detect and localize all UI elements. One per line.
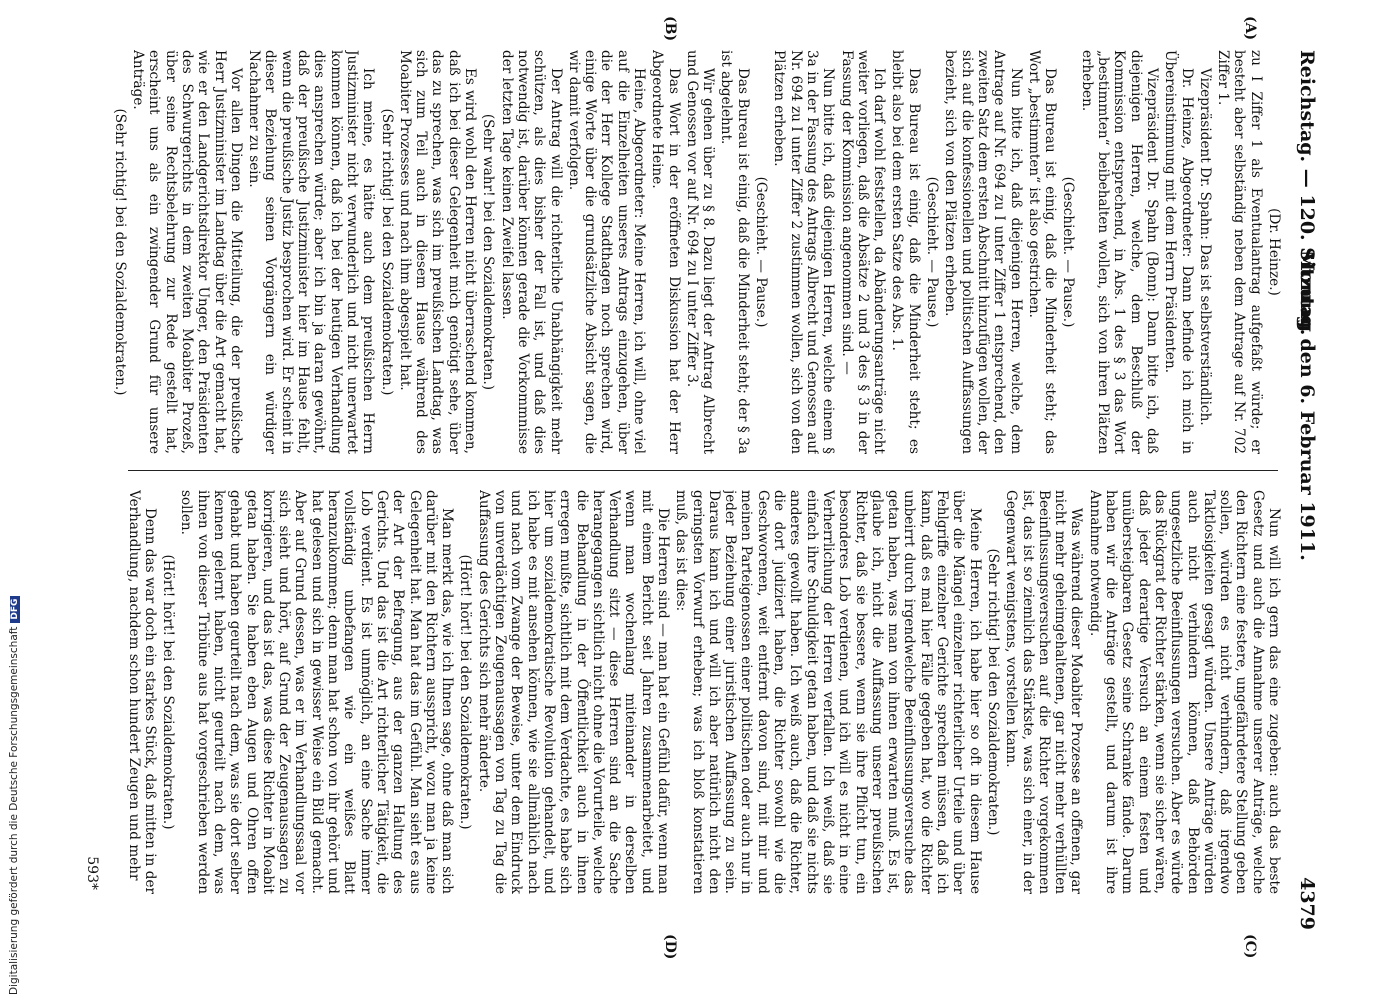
- right-column: [102, 490, 1282, 894]
- left-column: [102, 50, 1282, 454]
- interjection: (Sehr richtig! bei den Sozialdemokraten.): [111, 108, 128, 396]
- stage-direction: (Geschieht. — Pause.): [1060, 176, 1077, 328]
- paragraph: Dr. Heinze, Abgeordneter: Dann befinde ich mich in Übereinstimmung mit dem Herrn Präsidenten.: [1162, 50, 1195, 454]
- paragraph: Ich meine, es hätte auch dem preußischen Herrn Justizminister nicht verwunderlich und nicht unerwartet kommen können, daß ich bei der heutigen Verhandlung dies ansprechen würde; aber ich bin ja daran gewöhnt, daß der preußische Justizminister hier im Hause fehlt, wenn die preußische Justiz besprochen wird. Er scheint in dieser Beziehung seinen Vorgängern ein würdiger Nachahmer zu sein.: [246, 50, 377, 454]
- paragraph: Denn das war doch ein starkes Stück, daß mitten in der Verhandlung, nachdem schon hundert Zeugen und mehr: [125, 490, 158, 894]
- rotated-page: [68, 16, 1318, 960]
- margin-marker-b: (B): [662, 16, 678, 42]
- paragraph: Das Bureau ist einig, daß die Minderheit steht; der § 3a ist abgelehnt.: [718, 50, 751, 454]
- page-header: [1290, 50, 1318, 930]
- paragraph: Vizepräsident Dr. Spahn: Das ist selbstverständlich.: [1196, 68, 1213, 426]
- dfg-logo: DFG: [10, 596, 20, 623]
- speaker-ref: (Dr. Heinze.): [1266, 208, 1282, 296]
- paragraph: Nun bitte ich, daß diejenigen Herren, welche, dem Antrage auf Nr. 694 zu I unter Ziffer 1 entsprechend, den zweiten Satz dem ersten Abschnitt hinzufügen wollen, der sich auf die konfessionellen und politischen Auffassungen bezieht, sich von den Plätzen erheben.: [942, 50, 1024, 454]
- paragraph: Der Antrag will die richterliche Unabhängigkeit mehr schützen, als dies bisher der Fall ist, und daß dies notwendig ist, darüber können gerade die Vorkommnisse der letzten Tage keinen Zweifel lassen.: [498, 50, 564, 454]
- paragraph: Nun will ich gern das eine zugeben: auch das beste Gesetz und auch die Annahme unserer Anträge, welche den Richtern eine festere, ungefährdetere Stellung geben sollen, würden es nicht verhindern, daß irgendwo Taktlosigkeiten gesagt würden. Unsere Anträge würden auch nicht verhindern können, daß Behörden ungesetzliche Beeinflussungen versuchen. Aber es würde das Rückgrat der Richter stärken, wenn sie sicher wären, daß jeder derartige Versuch an einem festen und unübersteigbaren Gesetz seine Schranke fände. Darum haben wir die Anträge gestellt, und darum ist ihre Annahme notwendig.: [1086, 490, 1282, 894]
- digitization-credit: [8, 0, 22, 995]
- credit-text: Digitalisierung gefördert durch die Deutsche Forschungsgemeinschaft: [8, 626, 20, 995]
- paragraph: Die Herren sind — man hat ein Gefühl dafür, wenn man mit einem Bericht seit Jahren zusammenarbeitet, und wenn man wochenlang miteinander in derselben Verhandlung sitzt — diese Herren sind an die Sache herangegangen sichtlich nicht ohne die Vorurteile, welche die Behandlung in der Öffentlichkeit auch in ihnen erregen mußte, sichtlich mit dem Verdachte, es habe sich hier um sozialdemokratische Revolution gehandelt, und ich habe es mit ansehen können, wie sie allmählich nach und nach vom Zwange der Beweise, unter dem Eindruck von unverdächtigen Zeugenaussagen von Tag zu Tag die Auffassung des Gerichts sich mehr änderte.: [475, 490, 672, 894]
- stage-direction: (Geschieht. — Pause.): [753, 176, 770, 328]
- margin-marker-a: (A): [1242, 16, 1258, 41]
- header-center: Montag den 6. Februar 1911.: [1296, 250, 1318, 561]
- interjection: (Hört! hört! bei den Sozialdemokraten.): [457, 554, 474, 830]
- interjection: (Sehr wahr! bei den Sozialdemokraten.): [480, 113, 497, 391]
- paragraph: Wir gehen über zu § 8. Dazu liegt der Antrag Albrecht und Genossen vor auf Nr. 694 zu I unter Ziffer 3.: [683, 50, 717, 454]
- stage-direction: (Geschieht. — Pause.): [924, 176, 941, 328]
- paragraph: Das Bureau ist einig, daß die Minderheit steht; es bleibt also bei dem ersten Satze des Abs. 1.: [889, 50, 922, 454]
- paragraph: Vizepräsident Dr. Spahn (Bonn): Dann bitte ich, daß diejenigen Herren, welche, dem Beschluß der Kommission entsprechend, in Abs. 1 des § 3 das Wort „bestimmten“ beibehalten wollen, sich von ihren Plätzen erheben.: [1078, 50, 1160, 454]
- paragraph: Heine, Abgeordneter: Meine Herren, ich will, ohne viel auf die Einzelheiten unseres Antrags einzugehen, über die der Herr Kollege Stadthagen noch sprechen wird, einige Worte über die grundsätzliche Absicht sagen, die wir damit verfolgen.: [565, 50, 648, 454]
- paragraph: Meine Herren, ich habe hier so oft in diesem Hause über die Mängel einzelner richterlicher Urteile und über Fehlgriffe einzelner Gerichte sprechen müssen, daß ich kann, daß es mal hier Fälle gegeben hat, wo die Richter unbeirrt durch irgendwelche Beeinflussungsversuche das getan haben, was man von ihnen erwarten muß. Es ist, glaube ich, nicht die Auffassung unserer preußischen Richter, daß sie bessere, wenn sie ihre Pflicht tun, ein besonderes Lob verdienen, und ich will es nicht in eine Verherrlichung der Herren verfallen. Ich weiß, daß sie einfach ihre Schuldigkeit getan haben, und daß sie nichts anderes gewollt haben. Ich weiß auch, daß die Richter, die dort judiziert haben, die Richter sowohl wie die Geschworenen, weit entfernt davon sind, mit mir und meinen Parteigenossen einer politischen oder auch nur in jeder Beziehung einer juristischen Auffassung zu sein. Daraus kann ich und will ich aber natürlich nicht den geringsten Vorwurf erheben; was ich bloß konstatieren muß, das ist dies:: [673, 490, 983, 894]
- column-divider: [128, 470, 1278, 471]
- margin-marker-d: (D): [662, 934, 678, 960]
- paragraph: Das Bureau ist einig, daß die Minderheit steht; das Wort „bestimmten“ ist also gestrichen.: [1025, 50, 1059, 454]
- paragraph: Es wird wohl den Herren nicht überraschend kommen, daß ich bei dieser Gelegenheit mich genötigt sehe, über das zu sprechen, was sich im preußischen Landtag, was sich zum Teil auch in diesem Hause während des Moabiter Prozesses und nach ihm abgespielt hat.: [396, 50, 479, 454]
- signature-code: 593*: [84, 856, 100, 890]
- margin-marker-c: (C): [1242, 934, 1258, 959]
- paragraph: Was während dieser Moabiter Prozesse an offenen, gar nicht mehr geheimgehaltenen, gar nicht mehr verhüllten Beeinflussungsversuchen auf die Richter vorgekommen ist, das ist so ziemlich das Stärkste, was sich einer, in der Gegenwart wenigstens, vorstellen kann.: [1003, 490, 1085, 894]
- paragraph: Ich darf wohl feststellen, da Abänderungsanträge nicht weiter vorliegen, daß die Absätze 2 und 3 des § 3 in der Fassung der Kommission angenommen sind. —: [838, 50, 888, 454]
- paragraph: Vor allen Dingen die Mitteilung, die der preußische Herr Justizminister im Landtag über die Art gemacht hat, wie er den Landgerichtsdirektor Unger, den Präsidenten des Schwurgerichts in dem zweiten Moabiter Prozeß, über seine Rechtsbelehrung zur Rede gestellt hat, erscheint uns als ein zwingender Grund für unsere Anträge.: [130, 50, 244, 454]
- paragraph: Nun bitte ich, daß diejenigen Herren, welche einem § 3a in der Fassung des Antrags Albrecht und Genossen auf Nr. 694 zu I unter Ziffer 2 zustimmen wollen, sich von den Plätzen erheben.: [771, 50, 837, 454]
- header-left: Reichstag. — 120. Sitzung.: [1296, 50, 1318, 336]
- paragraph: Das Wort in der eröffneten Diskussion hat der Herr Abgeordnete Heine.: [649, 50, 682, 454]
- interjection: (Hört! hört! bei den Sozialdemokraten.): [160, 554, 177, 830]
- paragraph: Man merkt das, wie ich Ihnen sage, ohne daß man sich darüber mit den Richtern ausspricht, wozu man ja keine Gelegenheit hat. Man hat das im Gefühl. Man sieht es aus der Art der Befragung, aus der ganzen Haltung des Gerichts. Und das ist die Art richterlicher Tätigkeit, die Lob verdient. Es ist unmöglich, an eine Sache immer vollständig unbefangen wie ein weißes Blatt heranzukommen; denn man hat schon von ihr gehört und hat gelesen und sich in gewisser Weise ein Bild gemacht. Aber auf Grund dessen, was er im Verhandlungssaal vor sich sieht und hört, auf Grund der Zeugenaussagen zu korrigieren, und das ist das, was diese Richter in Moabit getan haben. Sie haben eben Augen und Ohren offen gehabt und haben geurteilt nach dem, was sie dort selber kennen gelernt haben, nicht geurteilt nach dem, was ihnen von dieser Tribüne aus hat vorgeschrieben werden sollen.: [178, 490, 456, 894]
- page-number: 4379: [1296, 877, 1318, 930]
- interjection: (Sehr richtig! bei den Sozialdemokraten.): [984, 548, 1001, 836]
- interjection: (Sehr richtig! bei den Sozialdemokraten.): [378, 108, 395, 396]
- paragraph: zu I Ziffer 1 als Eventualantrag aufgefaßt würde; er besteht aber selbständig neben dem Antrage auf Nr. 702 Ziffer 1.: [1215, 50, 1264, 454]
